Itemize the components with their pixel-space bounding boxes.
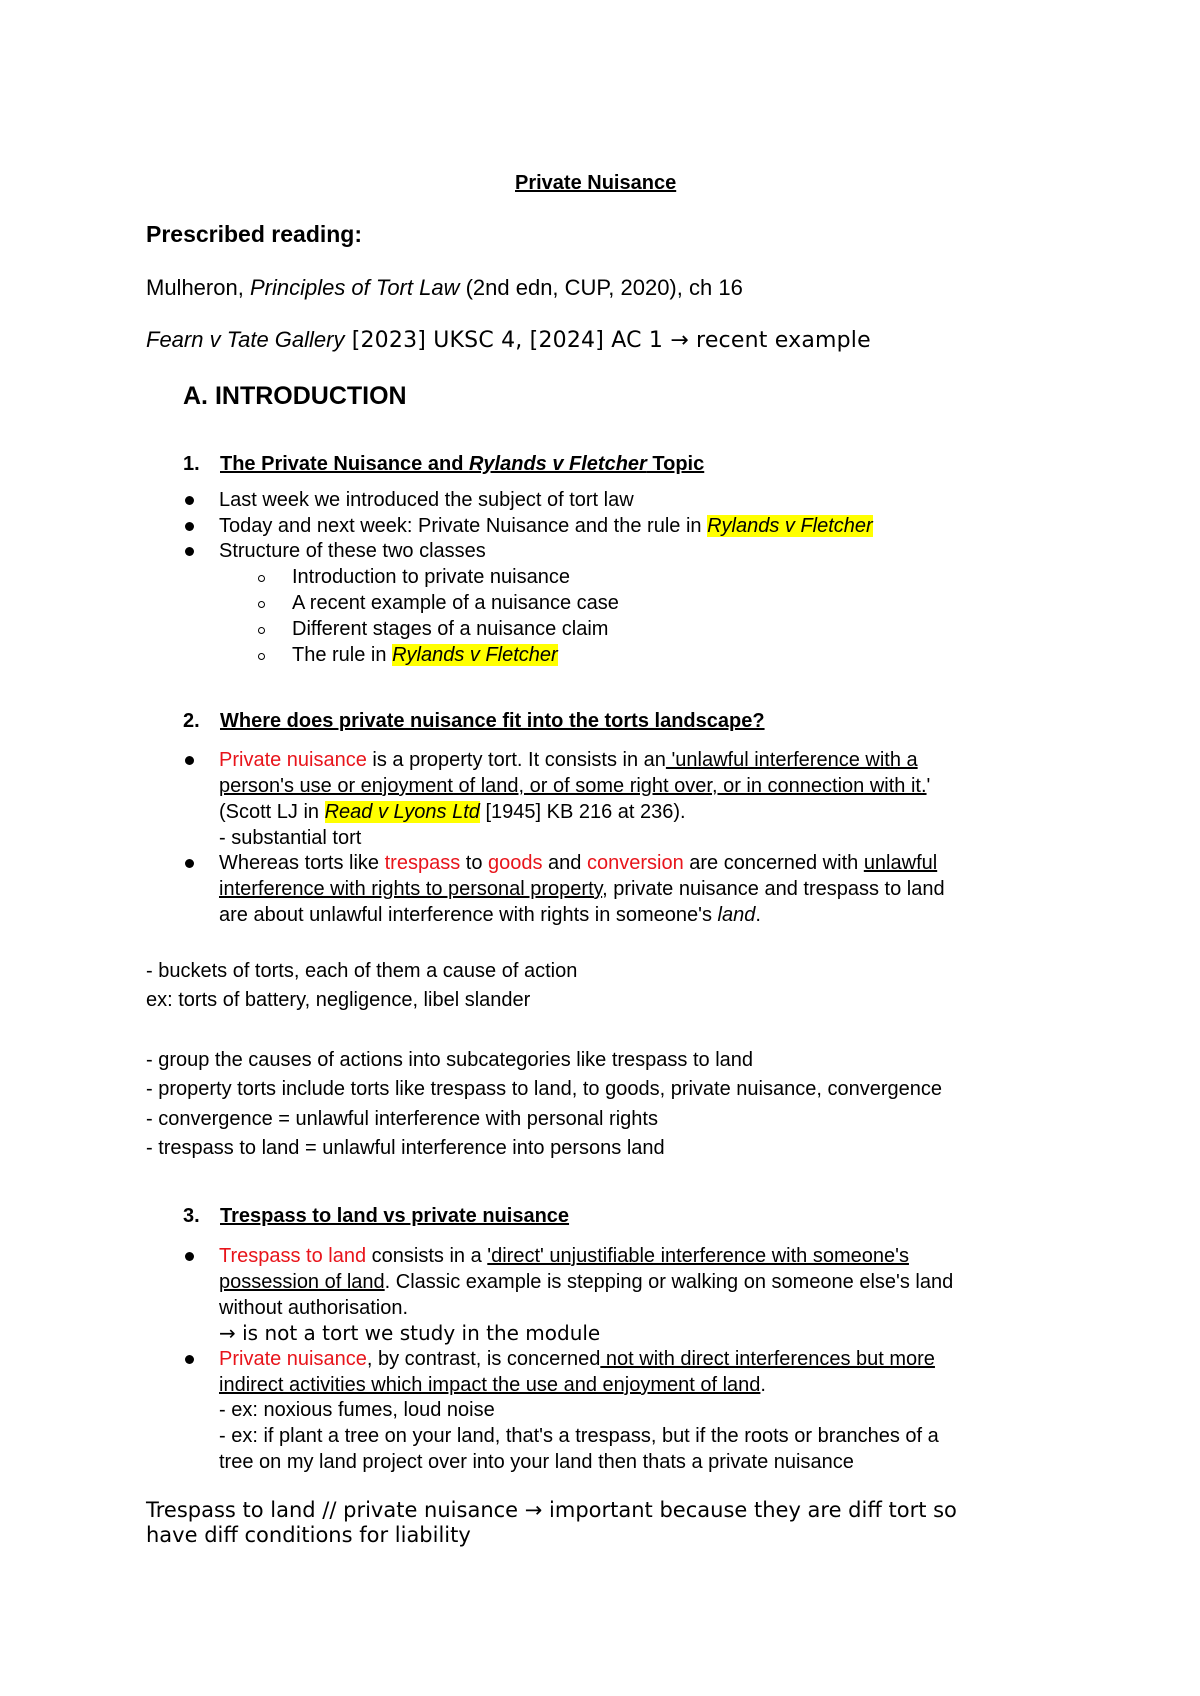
- note-line: ex: torts of battery, negligence, libel slander: [146, 989, 531, 1011]
- closing-line: have diff conditions for liability: [146, 1523, 471, 1547]
- list-item-note: tree on my land project over into your land then thats a private nuisance: [219, 1451, 854, 1473]
- list-item-citation: (Scott LJ in Read v Lyons Ltd [1945] KB 216 at 236).: [219, 801, 686, 823]
- sub-list-item: The rule in Rylands v Fletcher: [292, 644, 558, 666]
- prescribed-reading-heading: Prescribed reading:: [146, 221, 363, 247]
- closing-line: Trespass to land // private nuisance → important because they are diff tort so: [146, 1498, 957, 1522]
- section-3-number: 3.: [183, 1205, 200, 1227]
- sub-list-item: Different stages of a nuisance claim: [292, 618, 609, 640]
- note-line: - convergence = unlawful interference with personal rights: [146, 1108, 658, 1130]
- bullet: [185, 756, 194, 765]
- list-item: Structure of these two classes: [219, 540, 486, 562]
- list-item-continued: person's use or enjoyment of land, or of some right over, or in connection with it.': [219, 775, 931, 797]
- section-2-heading: Where does private nuisance fit into the torts landscape?: [220, 710, 765, 732]
- list-item-note: - substantial tort: [219, 827, 362, 849]
- reading-fearn: Fearn v Tate Gallery [2023] UKSC 4, [2024] AC 1 → recent example: [146, 327, 871, 353]
- list-item-note: → is not a tort we study in the module: [219, 1321, 601, 1345]
- section-1-number: 1.: [183, 453, 200, 475]
- sub-bullet: [258, 653, 265, 660]
- list-item-continued: interference with rights to personal property, private nuisance and trespass to land: [219, 878, 945, 900]
- list-item-note: - ex: if plant a tree on your land, that's a trespass, but if the roots or branches of a: [219, 1425, 939, 1447]
- list-item-continued: possession of land. Classic example is stepping or walking on someone else's land: [219, 1271, 954, 1293]
- note-line: - group the causes of actions into subcategories like trespass to land: [146, 1049, 754, 1071]
- list-item: Trespass to land consists in a 'direct' unjustifiable interference with someone's: [219, 1245, 909, 1267]
- bullet: [185, 547, 194, 556]
- sub-bullet: [258, 627, 265, 634]
- list-item-continued: are about unlawful interference with rights in someone's land.: [219, 904, 761, 926]
- section-1-heading: The Private Nuisance and Rylands v Fletcher Topic: [220, 453, 705, 475]
- note-line: - buckets of torts, each of them a cause of action: [146, 960, 578, 982]
- note-line: - trespass to land = unlawful interference into persons land: [146, 1137, 665, 1159]
- note-line: - property torts include torts like trespass to land, to goods, private nuisance, convergence: [146, 1078, 942, 1100]
- list-item: Private nuisance is a property tort. It consists in an 'unlawful interference with a: [219, 749, 918, 771]
- list-item-note: - ex: noxious fumes, loud noise: [219, 1399, 495, 1421]
- sub-list-item: A recent example of a nuisance case: [292, 592, 619, 614]
- sub-bullet: [258, 575, 265, 582]
- bullet: [185, 859, 194, 868]
- bullet: [185, 1252, 194, 1261]
- list-item-continued: without authorisation.: [219, 1297, 409, 1319]
- list-item-continued: indirect activities which impact the use and enjoyment of land.: [219, 1374, 766, 1396]
- list-item: Today and next week: Private Nuisance and the rule in Rylands v Fletcher: [219, 515, 873, 537]
- sub-bullet: [258, 601, 265, 608]
- bullet: [185, 496, 194, 505]
- bullet: [185, 1355, 194, 1364]
- sub-list-item: Introduction to private nuisance: [292, 566, 570, 588]
- list-item: Last week we introduced the subject of tort law: [219, 489, 634, 511]
- page-title: Private Nuisance: [515, 172, 677, 194]
- bullet: [185, 522, 194, 531]
- reading-mulheron: Mulheron, Principles of Tort Law (2nd edn, CUP, 2020), ch 16: [146, 275, 743, 300]
- section-a-heading: A. INTRODUCTION: [183, 382, 407, 410]
- section-3-heading: Trespass to land vs private nuisance: [220, 1205, 570, 1227]
- list-item: Whereas torts like trespass to goods and conversion are concerned with unlawful: [219, 852, 938, 874]
- section-2-number: 2.: [183, 710, 200, 732]
- list-item: Private nuisance, by contrast, is concerned not with direct interferences but more: [219, 1348, 935, 1370]
